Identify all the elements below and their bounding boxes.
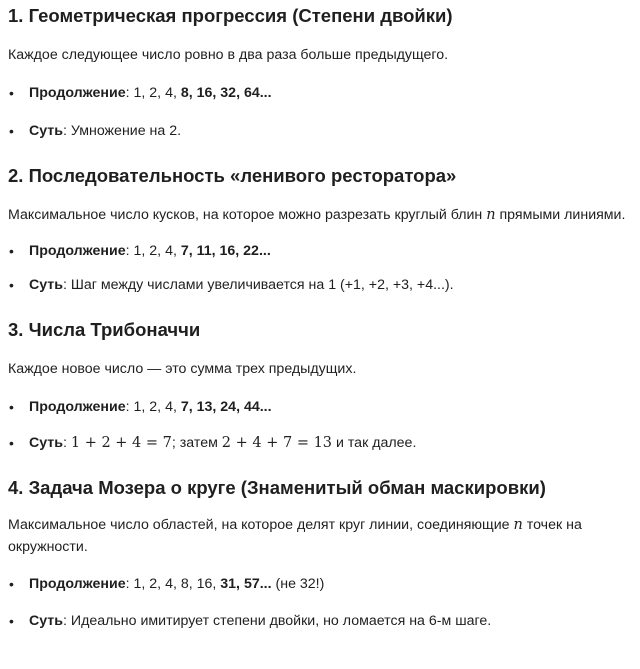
- bullet-dot: •: [9, 85, 14, 101]
- bullet-dot: •: [9, 435, 14, 451]
- document-body: [8, 0, 634, 631]
- essence-text: : Идеально имитирует степени двойки, но ломается на 6-м шаге.: [62, 613, 492, 629]
- math-variable: [486, 207, 495, 223]
- section-1-continuation: [8, 83, 634, 103]
- section-2-description: [8, 204, 634, 226]
- bullet-dot: •: [9, 399, 14, 415]
- essence-label: Суть: [29, 123, 63, 139]
- math-expression-2: 2 + 4 + 7 = 13: [221, 435, 333, 451]
- section-1: [8, 5, 634, 141]
- separator: :: [125, 85, 134, 101]
- essence-label: Суть: [29, 435, 63, 451]
- essence-text: : Умножение на 2.: [62, 123, 182, 139]
- essence-end: и так далее.: [332, 435, 417, 451]
- section-3-description: Каждое новое число — это сумма трех предыдущих.: [8, 361, 357, 377]
- essence-label: Суть: [29, 277, 63, 293]
- section-1-description: Каждое следующее число ровно в два раза больше предыдущего.: [8, 47, 449, 63]
- continuation-label: Продолжение: [29, 576, 126, 592]
- section-1-title: 1. Геометрическая прогрессия (Степени двойки): [8, 5, 453, 26]
- separator: :: [125, 243, 134, 259]
- description-pre: Максимальное число кусков, на которое можно разрезать круглый блин: [8, 207, 487, 223]
- continuation-label: Продолжение: [29, 243, 126, 259]
- continuation-plain: 1, 2, 4,: [133, 85, 181, 101]
- section-3-title: 3. Числа Трибоначчи: [8, 319, 201, 340]
- section-4-title: 4. Задача Мозера о круге (Знаменитый обман маскировки): [8, 477, 546, 498]
- section-2-essence: [8, 275, 634, 295]
- continuation-bold: 7, 13, 24, 44...: [180, 399, 272, 415]
- essence-label: Суть: [29, 613, 63, 629]
- section-4-bullets: [8, 574, 634, 631]
- continuation-label: Продолжение: [29, 85, 126, 101]
- separator: :: [62, 435, 71, 451]
- section-2: [8, 165, 634, 295]
- section-2-continuation: [8, 241, 634, 261]
- bullet-dot: •: [9, 613, 14, 629]
- separator: :: [125, 576, 134, 592]
- continuation-label: Продолжение: [29, 399, 126, 415]
- continuation-bold: 8, 16, 32, 64...: [180, 85, 272, 101]
- continuation-plain: 1, 2, 4, 8, 16,: [133, 576, 221, 592]
- section-2-bullets: [8, 241, 634, 295]
- section-2-title: 2. Последовательность «ленивого ресторатора»: [8, 165, 457, 186]
- continuation-bold: 7, 11, 16, 22...: [180, 243, 271, 259]
- section-3: [8, 319, 634, 453]
- math-variable: [513, 517, 522, 533]
- section-3-continuation: [8, 397, 634, 417]
- section-4-description: [8, 514, 634, 558]
- section-4: [8, 477, 634, 631]
- bullet-dot: •: [9, 277, 14, 293]
- math-variable-n: n: [513, 517, 523, 533]
- math-variable-n: n: [486, 207, 496, 223]
- section-4-essence: [8, 611, 634, 631]
- description-pre: Максимальное число областей, на которое делят круг линии, соединяющие: [8, 517, 514, 533]
- section-4-continuation: [8, 574, 634, 594]
- continuation-tail: (не 32!): [271, 576, 325, 592]
- separator: :: [125, 399, 134, 415]
- section-1-bullets: [8, 83, 634, 141]
- continuation-plain: 1, 2, 4,: [133, 399, 181, 415]
- section-1-essence: [8, 121, 634, 141]
- description-post: точек на окружности.: [8, 517, 582, 555]
- continuation-bold: 31, 57...: [220, 576, 272, 592]
- essence-middle: ; затем: [171, 435, 222, 451]
- section-3-essence: [8, 433, 634, 453]
- bullet-dot: •: [9, 576, 14, 592]
- bullet-dot: •: [9, 123, 14, 139]
- math-expression-1: 1 + 2 + 4 = 7: [70, 435, 172, 451]
- section-3-bullets: [8, 397, 634, 453]
- continuation-plain: 1, 2, 4,: [133, 243, 181, 259]
- description-post: прямыми линиями.: [495, 207, 626, 223]
- essence-text: : Шаг между числами увеличивается на 1 (+1, +2, +3, +4...).: [62, 277, 454, 293]
- bullet-dot: •: [9, 243, 14, 259]
